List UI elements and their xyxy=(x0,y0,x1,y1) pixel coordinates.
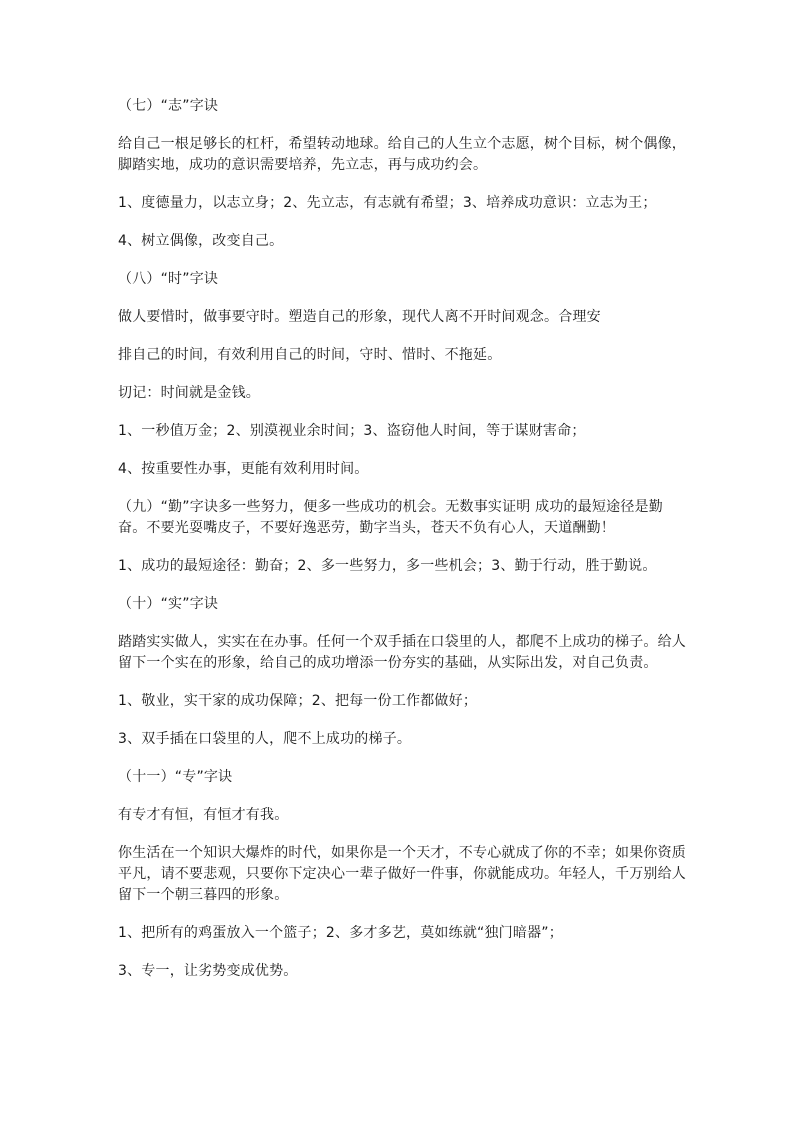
section-heading-zhi: （七）“志”字诀 xyxy=(118,98,219,114)
list-paragraph: 1、一秒值万金；2、别漠视业余时间；3、盗窃他人时间，等于谋财害命； xyxy=(118,423,586,439)
paragraph: 给自己一根足够长的杠杆，希望转动地球。给自己的人生立个志愿，树个目标，树个偶像，脚踏实地，成功的意识需要培养，先立志，再与成功约会。 xyxy=(118,136,686,173)
list-paragraph: 4、按重要性办事，更能有效利用时间。 xyxy=(118,461,369,477)
section-heading-shi-time: （八）“时”字诀 xyxy=(118,271,219,287)
paragraph: 做人要惜时，做事要守时。塑造自己的形象，现代人离不开时间观念。合理安 xyxy=(118,309,601,325)
list-paragraph: 1、成功的最短途径：勤奋；2、多一些努力，多一些机会；3、勤于行动，胜于勤说。 xyxy=(118,558,657,574)
paragraph: 切记：时间就是金钱。 xyxy=(118,385,260,401)
list-paragraph: 1、敬业，实干家的成功保障；2、把每一份工作都做好； xyxy=(118,693,478,709)
list-paragraph: 3、专一，让劣势变成优势。 xyxy=(118,963,298,979)
paragraph: 排自己的时间，有效利用自己的时间，守时、惜时、不拖延。 xyxy=(118,347,502,363)
list-paragraph: 3、双手插在口袋里的人，爬不上成功的梯子。 xyxy=(118,731,412,747)
document-body xyxy=(118,96,686,999)
paragraph: 你生活在一个知识大爆炸的时代，如果你是一个天才，不专心就成了你的不幸；如果你资质平凡，请不要悲观，只要你下定决心一辈子做好一件事，你就能成功。年轻人，千万别给人留下一个朝三暮四的形象。 xyxy=(118,845,686,903)
paragraph: 有专才有恒，有恒才有我。 xyxy=(118,807,289,823)
list-paragraph: 1、度德量力，以志立身；2、先立志，有志就有希望；3、培养成功意识：立志为王； xyxy=(118,195,657,211)
paragraph: 踏踏实实做人，实实在在办事。任何一个双手插在口袋里的人，都爬不上成功的梯子。给人留下一个实在的形象，给自己的成功增添一份夯实的基础，从实际出发，对自己负责。 xyxy=(118,634,686,671)
list-paragraph: 4、树立偶像，改变自己。 xyxy=(118,233,284,249)
section-heading-zhuan: （十一）“专”字诀 xyxy=(118,769,233,785)
list-paragraph: 1、把所有的鸡蛋放入一个篮子；2、多才多艺，莫如练就“独门暗器”； xyxy=(118,925,563,941)
section-heading-qin-paragraph: （九）“勤”字诀多一些努力，便多一些成功的机会。无数事实证明 成功的最短途径是勤奋。不要光耍嘴皮子，不要好逸恶劳，勤字当头，苍天不负有心人，天道酬勤！ xyxy=(118,499,663,536)
section-heading-shi-real: （十）“实”字诀 xyxy=(118,596,219,612)
